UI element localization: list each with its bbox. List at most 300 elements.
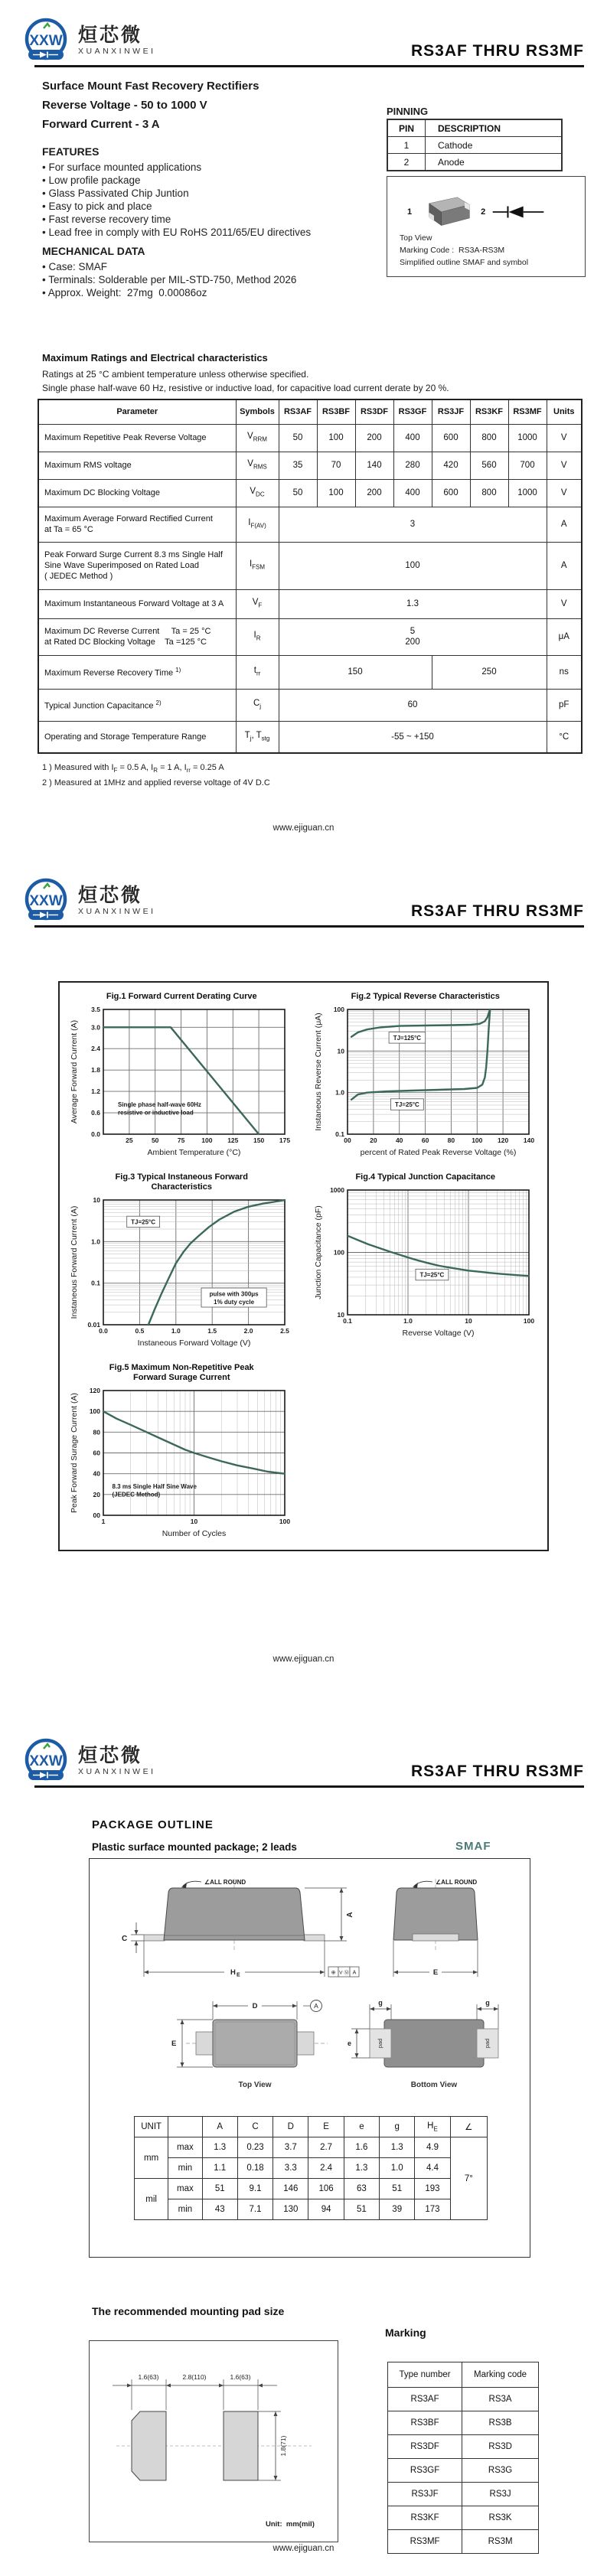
dim-row bbox=[135, 2179, 488, 2199]
brand-name-en: XUANXINWEI bbox=[78, 47, 156, 56]
value-cell: 3 bbox=[279, 507, 547, 542]
brand-logo bbox=[23, 1737, 156, 1785]
pad-height: 1.8(71) bbox=[279, 2435, 287, 2457]
doc-title: RS3AF THRU RS3MF bbox=[410, 1762, 584, 1780]
svg-text:TJ=25°C: TJ=25°C bbox=[394, 1101, 419, 1109]
marking-cell: RS3J bbox=[462, 2483, 539, 2506]
ratings-row bbox=[38, 618, 582, 655]
ratings-row bbox=[38, 507, 582, 542]
marking-cell: RS3A bbox=[462, 2388, 539, 2411]
svg-text:Instaneous Forward Voltage (V): Instaneous Forward Voltage (V) bbox=[137, 1339, 251, 1348]
svg-text:TJ=25°C: TJ=25°C bbox=[131, 1218, 156, 1226]
product-line: Forward Current - 3 A bbox=[42, 118, 160, 131]
dim-value-cell: 106 bbox=[308, 2179, 344, 2199]
dim-HE-label: H bbox=[230, 1968, 236, 1977]
package-captions bbox=[400, 232, 528, 269]
figure-title: Fig.4 Typical Junction Capacitance bbox=[355, 1172, 496, 1182]
marking-col-header: Marking code bbox=[462, 2362, 539, 2388]
dim-value-cell: 63 bbox=[344, 2179, 379, 2199]
footnote: 1 ) Measured with $I_F = 0.5$ A, $I_R = 1$ A, $I_{rr} = 0.25$ A bbox=[42, 763, 224, 774]
figure-title: Fig.3 Typical Instaneous Forward Characteristics bbox=[115, 1172, 248, 1192]
footer-website: www.ejiguan.cn bbox=[272, 2544, 335, 2553]
dim-value-cell: 3.7 bbox=[273, 2137, 308, 2158]
dim-value-cell: 193 bbox=[415, 2179, 450, 2199]
product-line: Reverse Voltage - 50 to 1000 V bbox=[42, 99, 207, 112]
dim-value-cell: 130 bbox=[273, 2199, 308, 2220]
svg-text:175: 175 bbox=[279, 1136, 291, 1144]
pad-width-right: 1.6(63) bbox=[230, 2373, 251, 2381]
feature-item: • Easy to pick and place bbox=[42, 201, 152, 212]
dim-value-cell: 1.3 bbox=[202, 2137, 237, 2158]
svg-text:Instaneous Forward Current (A): Instaneous Forward Current (A) bbox=[70, 1205, 80, 1319]
value-cell: 400 bbox=[393, 424, 432, 452]
page2-header bbox=[0, 877, 607, 928]
brand-logo bbox=[23, 17, 156, 64]
table-row: 2 Anode bbox=[387, 154, 562, 171]
dim-value-cell: 39 bbox=[380, 2199, 415, 2220]
tolerance-symbol: ⊕ bbox=[331, 1970, 336, 1976]
svg-text:20: 20 bbox=[369, 1136, 377, 1144]
table-row: 1 Cathode bbox=[387, 137, 562, 154]
logo-monogram: XXW bbox=[29, 1753, 63, 1769]
value-cell: 5 200 bbox=[279, 618, 547, 655]
dim-angle-cell: 7° bbox=[450, 2137, 487, 2220]
dim-value-cell: 4.9 bbox=[415, 2137, 450, 2158]
package-3d-image bbox=[418, 194, 475, 230]
svg-text:0.1: 0.1 bbox=[91, 1279, 101, 1287]
mechanical-list bbox=[42, 260, 296, 299]
package-outline-box bbox=[89, 1858, 530, 2258]
value-cell: 800 bbox=[470, 479, 508, 507]
product-line: Surface Mount Fast Recovery Rectifiers bbox=[42, 80, 259, 93]
dim-value-cell: 43 bbox=[202, 2199, 237, 2220]
dim-value-cell: 1.0 bbox=[380, 2158, 415, 2179]
ratings-col-header: RS3KF bbox=[470, 399, 508, 424]
marking-cell: RS3G bbox=[462, 2459, 539, 2483]
dim-value-cell: 9.1 bbox=[237, 2179, 272, 2199]
svg-text:10: 10 bbox=[93, 1196, 101, 1204]
features-heading: FEATURES bbox=[42, 145, 100, 158]
value-cell: 800 bbox=[470, 424, 508, 452]
svg-text:8.3 ms Single Half Sine Wave: 8.3 ms Single Half Sine Wave bbox=[112, 1483, 197, 1491]
symbol-cell: $V_{RRM}$ bbox=[236, 424, 279, 452]
parameter-cell: Maximum Repetitive Peak Reverse Voltage bbox=[38, 424, 236, 452]
value-cell: 35 bbox=[279, 452, 317, 479]
unit-cell: μA bbox=[547, 618, 582, 655]
svg-text:1.8: 1.8 bbox=[91, 1066, 101, 1074]
unit-cell: A bbox=[547, 507, 582, 542]
value-cell: 420 bbox=[432, 452, 470, 479]
symbol-cell: $T_j$, $T_{stg}$ bbox=[236, 721, 279, 753]
svg-text:Average Forward Current (A): Average Forward Current (A) bbox=[70, 1019, 80, 1124]
dim-value-cell: 51 bbox=[380, 2179, 415, 2199]
fig4-typical-junction-capacitance bbox=[312, 1172, 539, 1352]
svg-text:(JEDEC Method): (JEDEC Method) bbox=[112, 1491, 161, 1498]
marking-cell: RS3D bbox=[462, 2435, 539, 2459]
svg-text:Number of Cycles: Number of Cycles bbox=[162, 1529, 227, 1538]
caption-top-view: Top View bbox=[400, 233, 432, 243]
value-cell: 400 bbox=[393, 479, 432, 507]
svg-text:140: 140 bbox=[523, 1136, 534, 1144]
marking-table bbox=[387, 2362, 539, 2554]
svg-text:00: 00 bbox=[344, 1136, 351, 1144]
svg-text:100: 100 bbox=[523, 1317, 534, 1325]
pin2-label: 2 bbox=[481, 207, 486, 217]
mechanical-item: • Case: SMAF bbox=[42, 261, 107, 272]
feature-item: • Glass Passivated Chip Juntion bbox=[42, 187, 189, 199]
marking-row bbox=[388, 2435, 539, 2459]
svg-text:1.0: 1.0 bbox=[403, 1317, 413, 1325]
ratings-table bbox=[38, 399, 583, 754]
package-preview bbox=[401, 194, 545, 230]
ratings-col-header: RS3BF bbox=[317, 399, 355, 424]
svg-text:0.0: 0.0 bbox=[91, 1130, 101, 1138]
marking-cell: RS3KF bbox=[388, 2506, 462, 2530]
pad-gap: 2.8(110) bbox=[182, 2373, 207, 2381]
dim-C-label: C bbox=[122, 1935, 128, 1943]
svg-text:100: 100 bbox=[201, 1136, 213, 1144]
svg-text:150: 150 bbox=[253, 1136, 265, 1144]
marking-cell: RS3B bbox=[462, 2411, 539, 2435]
feature-item: • Fast reverse recovery time bbox=[42, 214, 171, 225]
dim-value-cell: 1.6 bbox=[344, 2137, 379, 2158]
ratings-col-header: RS3MF bbox=[508, 399, 547, 424]
mechanical-item: • Approx. Weight: 27mg 0.00086oz bbox=[42, 287, 207, 298]
unit-cell: ns bbox=[547, 655, 582, 689]
logo-monogram: XXW bbox=[29, 893, 63, 909]
parameter-cell: Typical Junction Capacitance $^{2)}$ bbox=[38, 689, 236, 721]
ratings-row bbox=[38, 589, 582, 618]
dim-row bbox=[135, 2137, 488, 2158]
value-cell: 250 bbox=[432, 655, 547, 689]
features-list bbox=[42, 161, 311, 239]
svg-text:60: 60 bbox=[421, 1136, 429, 1144]
parameter-cell: Maximum RMS voltage bbox=[38, 452, 236, 479]
svg-text:0.01: 0.01 bbox=[87, 1321, 101, 1329]
svg-text:1% duty cycle: 1% duty cycle bbox=[214, 1298, 255, 1306]
svg-text:1.0: 1.0 bbox=[335, 1088, 344, 1097]
marking-cell: RS3DF bbox=[388, 2435, 462, 2459]
bottom-view-drawing bbox=[342, 1997, 526, 2076]
characteristic-curves-box bbox=[58, 981, 549, 1551]
value-cell: 50 bbox=[279, 424, 317, 452]
unit-cell: V bbox=[547, 452, 582, 479]
svg-text:60: 60 bbox=[93, 1449, 101, 1457]
ratings-footnotes bbox=[42, 761, 270, 790]
marking-cell: RS3GF bbox=[388, 2459, 462, 2483]
svg-text:Peak Forward Surage Current (A: Peak Forward Surage Current (A) bbox=[70, 1393, 80, 1513]
page3-header bbox=[0, 1737, 607, 1788]
dim-minmax-cell: max bbox=[168, 2179, 202, 2199]
tolerance-datum: A bbox=[352, 1970, 357, 1976]
marking-row bbox=[388, 2506, 539, 2530]
marking-row bbox=[388, 2411, 539, 2435]
svg-text:125: 125 bbox=[227, 1136, 239, 1144]
svg-text:1: 1 bbox=[101, 1518, 106, 1525]
feature-item: • Low profile package bbox=[42, 174, 141, 186]
symbol-cell: $t_{rr}$ bbox=[236, 655, 279, 689]
pin-col-header: PIN bbox=[387, 119, 426, 137]
value-cell: 280 bbox=[393, 452, 432, 479]
chart-canvas bbox=[312, 1185, 539, 1342]
marking-row bbox=[388, 2459, 539, 2483]
parameter-cell: Maximum Average Forward Rectified Current at Ta = 65 °C bbox=[38, 507, 236, 542]
unit-cell: V bbox=[547, 589, 582, 618]
svg-text:2.5: 2.5 bbox=[280, 1327, 290, 1335]
dim-row bbox=[135, 2158, 488, 2179]
bottom-view-label: Bottom View bbox=[410, 2081, 458, 2089]
brand-logo-icon bbox=[23, 877, 73, 924]
svg-text:80: 80 bbox=[447, 1136, 455, 1144]
diode-symbol-icon bbox=[491, 204, 545, 220]
dim-minmax-cell: min bbox=[168, 2199, 202, 2220]
ratings-note: Ratings at 25 °C ambient temperature unless otherwise specified. bbox=[42, 369, 309, 380]
fig1-forward-current-derating bbox=[68, 992, 295, 1162]
value-cell: -55 ~ +150 bbox=[279, 721, 547, 753]
brand-name-cn: 烜芯微 bbox=[78, 885, 143, 906]
svg-text:0.1: 0.1 bbox=[335, 1130, 344, 1138]
feature-item: • Lead free in comply with EU RoHS 2011/65/EU directives bbox=[42, 227, 312, 238]
dim-col-header: E bbox=[308, 2117, 344, 2137]
brand-name bbox=[78, 25, 156, 56]
description-col-header: DESCRIPTION bbox=[426, 119, 563, 137]
dim-col-header: g bbox=[380, 2117, 415, 2137]
dim-value-cell: 2.4 bbox=[308, 2158, 344, 2179]
dim-E-label: E bbox=[432, 1968, 439, 1977]
brand-name-en: XUANXINWEI bbox=[78, 1767, 156, 1776]
symbol-cell: $C_j$ bbox=[236, 689, 279, 721]
value-cell: 200 bbox=[355, 479, 393, 507]
dim-minmax-cell: min bbox=[168, 2158, 202, 2179]
caption-marking-code: Marking Code : RS3A-RS3M bbox=[400, 246, 505, 255]
dim-minmax-cell: max bbox=[168, 2137, 202, 2158]
svg-text:Junction Capacitance (pF): Junction Capacitance (pF) bbox=[313, 1205, 323, 1299]
svg-text:TJ=25°C: TJ=25°C bbox=[419, 1271, 445, 1279]
brand-logo-icon bbox=[23, 17, 73, 64]
brand-logo bbox=[23, 877, 156, 924]
svg-text:00: 00 bbox=[93, 1511, 101, 1519]
dim-value-cell: 94 bbox=[308, 2199, 344, 2220]
svg-text:25: 25 bbox=[126, 1136, 133, 1144]
marking-cell: RS3JF bbox=[388, 2483, 462, 2506]
datum-A-label: A bbox=[314, 2002, 318, 2010]
top-view-drawing bbox=[163, 1997, 347, 2076]
parameter-cell: Maximum Instantaneous Forward Voltage at 3 A bbox=[38, 589, 236, 618]
parameter-cell: Maximum DC Blocking Voltage bbox=[38, 479, 236, 507]
value-cell: 1000 bbox=[508, 424, 547, 452]
svg-text:100: 100 bbox=[333, 1248, 344, 1257]
dim-blank-header bbox=[168, 2117, 202, 2137]
symbol-cell: $I_{F(AV)}$ bbox=[236, 507, 279, 542]
dim-value-cell: 1.3 bbox=[380, 2137, 415, 2158]
value-cell: 600 bbox=[432, 424, 470, 452]
pinning-table bbox=[387, 119, 563, 171]
dim-value-cell: 7.1 bbox=[237, 2199, 272, 2220]
header-rule bbox=[34, 65, 584, 67]
dim-value-cell: 51 bbox=[344, 2199, 379, 2220]
mounting-pad-box bbox=[89, 2340, 338, 2542]
svg-text:Reverse Voltage (V): Reverse Voltage (V) bbox=[402, 1329, 475, 1338]
svg-text:3.5: 3.5 bbox=[91, 1006, 101, 1013]
value-cell: 100 bbox=[279, 542, 547, 589]
pin1-label: 1 bbox=[407, 207, 413, 217]
dim-value-cell: 1.3 bbox=[344, 2158, 379, 2179]
svg-text:2.4: 2.4 bbox=[91, 1045, 101, 1053]
ratings-col-header: RS3JF bbox=[432, 399, 470, 424]
brand-logo-icon bbox=[23, 1737, 73, 1785]
unit-cell: °C bbox=[547, 721, 582, 753]
page1-header bbox=[0, 17, 607, 67]
parameter-cell: Maximum Reverse Recovery Time $^{1)}$ bbox=[38, 655, 236, 689]
dim-g-label: g bbox=[378, 1999, 383, 2007]
svg-text:0.5: 0.5 bbox=[135, 1327, 145, 1335]
svg-text:100: 100 bbox=[279, 1518, 291, 1525]
svg-text:TJ=125°C: TJ=125°C bbox=[393, 1034, 421, 1042]
dim-value-cell: 173 bbox=[415, 2199, 450, 2220]
ratings-note: Single phase half-wave 60 Hz, resistive or inductive load, for capacitive load current derate by 20 %. bbox=[42, 383, 449, 393]
parameter-cell: Operating and Storage Temperature Range bbox=[38, 721, 236, 753]
dim-unit-cell: mil bbox=[135, 2179, 168, 2220]
symbol-cell: $I_R$ bbox=[236, 618, 279, 655]
dim-value-cell: 2.7 bbox=[308, 2137, 344, 2158]
svg-text:2.0: 2.0 bbox=[243, 1327, 253, 1335]
fig2-typical-reverse-characteristics bbox=[312, 992, 539, 1162]
dim-col-header: e bbox=[344, 2117, 379, 2137]
svg-text:120: 120 bbox=[90, 1387, 101, 1394]
dim-value-cell: 0.23 bbox=[237, 2137, 272, 2158]
marking-row bbox=[388, 2483, 539, 2506]
ratings-col-header: RS3DF bbox=[355, 399, 393, 424]
svg-text:percent of Rated Peak Reverse: percent of Rated Peak Reverse Voltage (%) bbox=[360, 1148, 517, 1157]
ratings-row bbox=[38, 452, 582, 479]
value-cell: 200 bbox=[355, 424, 393, 452]
footnote: 2 ) Measured at 1MHz and applied reverse voltage of 4V D.C bbox=[42, 778, 270, 788]
marking-col-header: Type number bbox=[388, 2362, 462, 2388]
svg-text:Single phase half-wave 60Hz: Single phase half-wave 60Hz bbox=[118, 1101, 202, 1109]
pinning-heading: PINNING bbox=[387, 106, 429, 117]
unit-cell: pF bbox=[547, 689, 582, 721]
value-cell: 150 bbox=[279, 655, 432, 689]
dim-col-header: D bbox=[273, 2117, 308, 2137]
figure-title: Fig.2 Typical Reverse Characteristics bbox=[351, 992, 500, 1001]
dim-row bbox=[135, 2199, 488, 2220]
mounting-pad-drawing bbox=[90, 2341, 337, 2541]
marking-cell: RS3M bbox=[462, 2530, 539, 2554]
pad-unit-note: Unit: mm(mil) bbox=[266, 2520, 315, 2529]
logo-monogram: XXW bbox=[29, 33, 63, 49]
all-round-label: ∠ALL ROUND bbox=[204, 1879, 246, 1886]
symbol-cell: $V_F$ bbox=[236, 589, 279, 618]
dim-col-header: $H_E$ bbox=[415, 2117, 450, 2137]
dim-unit-cell: mm bbox=[135, 2137, 168, 2179]
package-outline-subheading: Plastic surface mounted package; 2 leads bbox=[92, 1841, 297, 1853]
svg-text:1.2: 1.2 bbox=[91, 1087, 101, 1096]
marking-row bbox=[388, 2388, 539, 2411]
mechanical-heading: MECHANICAL DATA bbox=[42, 245, 145, 257]
dim-D-label: D bbox=[252, 2002, 258, 2010]
chart-canvas bbox=[68, 1385, 295, 1543]
dim-value-cell: 51 bbox=[202, 2179, 237, 2199]
ratings-col-header: RS3AF bbox=[279, 399, 317, 424]
ratings-row bbox=[38, 721, 582, 753]
marking-cell: RS3K bbox=[462, 2506, 539, 2530]
caption-outline: Simplified outline SMAF and symbol bbox=[400, 258, 529, 267]
value-cell: 560 bbox=[470, 452, 508, 479]
dim-col-header: ∠ bbox=[450, 2117, 487, 2137]
ratings-heading: Maximum Ratings and Electrical characteristics bbox=[42, 352, 268, 364]
symbol-cell: $I_{FSM}$ bbox=[236, 542, 279, 589]
svg-text:resistive or inductive load: resistive or inductive load bbox=[118, 1109, 194, 1117]
svg-text:1.0: 1.0 bbox=[171, 1327, 181, 1335]
dim-value-cell: 1.1 bbox=[202, 2158, 237, 2179]
svg-text:0.6: 0.6 bbox=[91, 1109, 101, 1117]
svg-text:20: 20 bbox=[93, 1490, 101, 1498]
product-summary bbox=[42, 80, 259, 137]
package-name-label: SMAF bbox=[455, 1840, 491, 1853]
pad-width-left: 1.6(63) bbox=[138, 2373, 159, 2381]
parameter-cell: Maximum DC Reverse Current Ta = 25 °C at Rated DC Blocking Voltage Ta =125 °C bbox=[38, 618, 236, 655]
svg-text:10: 10 bbox=[337, 1047, 344, 1055]
ratings-col-header: Units bbox=[547, 399, 582, 424]
ratings-row bbox=[38, 689, 582, 721]
value-cell: 70 bbox=[317, 452, 355, 479]
svg-text:40: 40 bbox=[93, 1469, 101, 1478]
mechanical-item: • Terminals: Solderable per MIL-STD-750, Method 2026 bbox=[42, 274, 297, 285]
marking-heading: Marking bbox=[385, 2327, 426, 2339]
value-cell: 1000 bbox=[508, 479, 547, 507]
end-view-drawing bbox=[367, 1874, 504, 1995]
svg-text:1.5: 1.5 bbox=[207, 1327, 217, 1335]
top-view-label: Top View bbox=[238, 2081, 272, 2089]
dim-col-header: C bbox=[237, 2117, 272, 2137]
dim-value-cell: 3.3 bbox=[273, 2158, 308, 2179]
svg-text:0.0: 0.0 bbox=[99, 1327, 109, 1335]
dim-g-label: g bbox=[485, 1999, 490, 2007]
doc-title: RS3AF THRU RS3MF bbox=[410, 902, 584, 920]
ratings-row bbox=[38, 479, 582, 507]
fig3-typical-instaneous-forward bbox=[68, 1172, 295, 1352]
ratings-col-header: Symbols bbox=[236, 399, 279, 424]
unit-cell: A bbox=[547, 542, 582, 589]
symbol-cell: $V_{RMS}$ bbox=[236, 452, 279, 479]
value-cell: 50 bbox=[279, 479, 317, 507]
value-cell: 600 bbox=[432, 479, 470, 507]
dimensions-table bbox=[134, 2116, 488, 2220]
fig5-max-non-repetitive-surge bbox=[68, 1363, 295, 1543]
mounting-pad-heading: The recommended mounting pad size bbox=[92, 2305, 285, 2317]
value-cell: 140 bbox=[355, 452, 393, 479]
svg-text:Instaneous Reverse Current (μA: Instaneous Reverse Current (μA) bbox=[313, 1012, 323, 1131]
marking-cell: RS3BF bbox=[388, 2411, 462, 2435]
marking-cell: RS3AF bbox=[388, 2388, 462, 2411]
svg-text:120: 120 bbox=[497, 1136, 508, 1144]
svg-text:Ambient Temperature (°C): Ambient Temperature (°C) bbox=[147, 1148, 241, 1157]
svg-text:10: 10 bbox=[191, 1518, 198, 1525]
figure-title: Fig.1 Forward Current Derating Curve bbox=[106, 992, 257, 1001]
dim-col-header: A bbox=[202, 2117, 237, 2137]
svg-text:0.1: 0.1 bbox=[342, 1317, 352, 1325]
footer-website: www.ejiguan.cn bbox=[272, 823, 335, 833]
marking-cell: RS3MF bbox=[388, 2530, 462, 2554]
parameter-cell: Peak Forward Surge Current 8.3 ms Single Half Sine Wave Superimposed on Rated Load ( JEDEC Method ) bbox=[38, 542, 236, 589]
value-cell: 100 bbox=[317, 424, 355, 452]
chart-canvas bbox=[312, 1004, 539, 1162]
dim-value-cell: 0.18 bbox=[237, 2158, 272, 2179]
figure-title: Fig.5 Maximum Non-Repetitive Peak Forward Surage Current bbox=[109, 1363, 254, 1382]
pad-label: pad bbox=[377, 2038, 383, 2049]
dim-value-cell: 146 bbox=[273, 2179, 308, 2199]
svg-text:40: 40 bbox=[395, 1136, 403, 1144]
